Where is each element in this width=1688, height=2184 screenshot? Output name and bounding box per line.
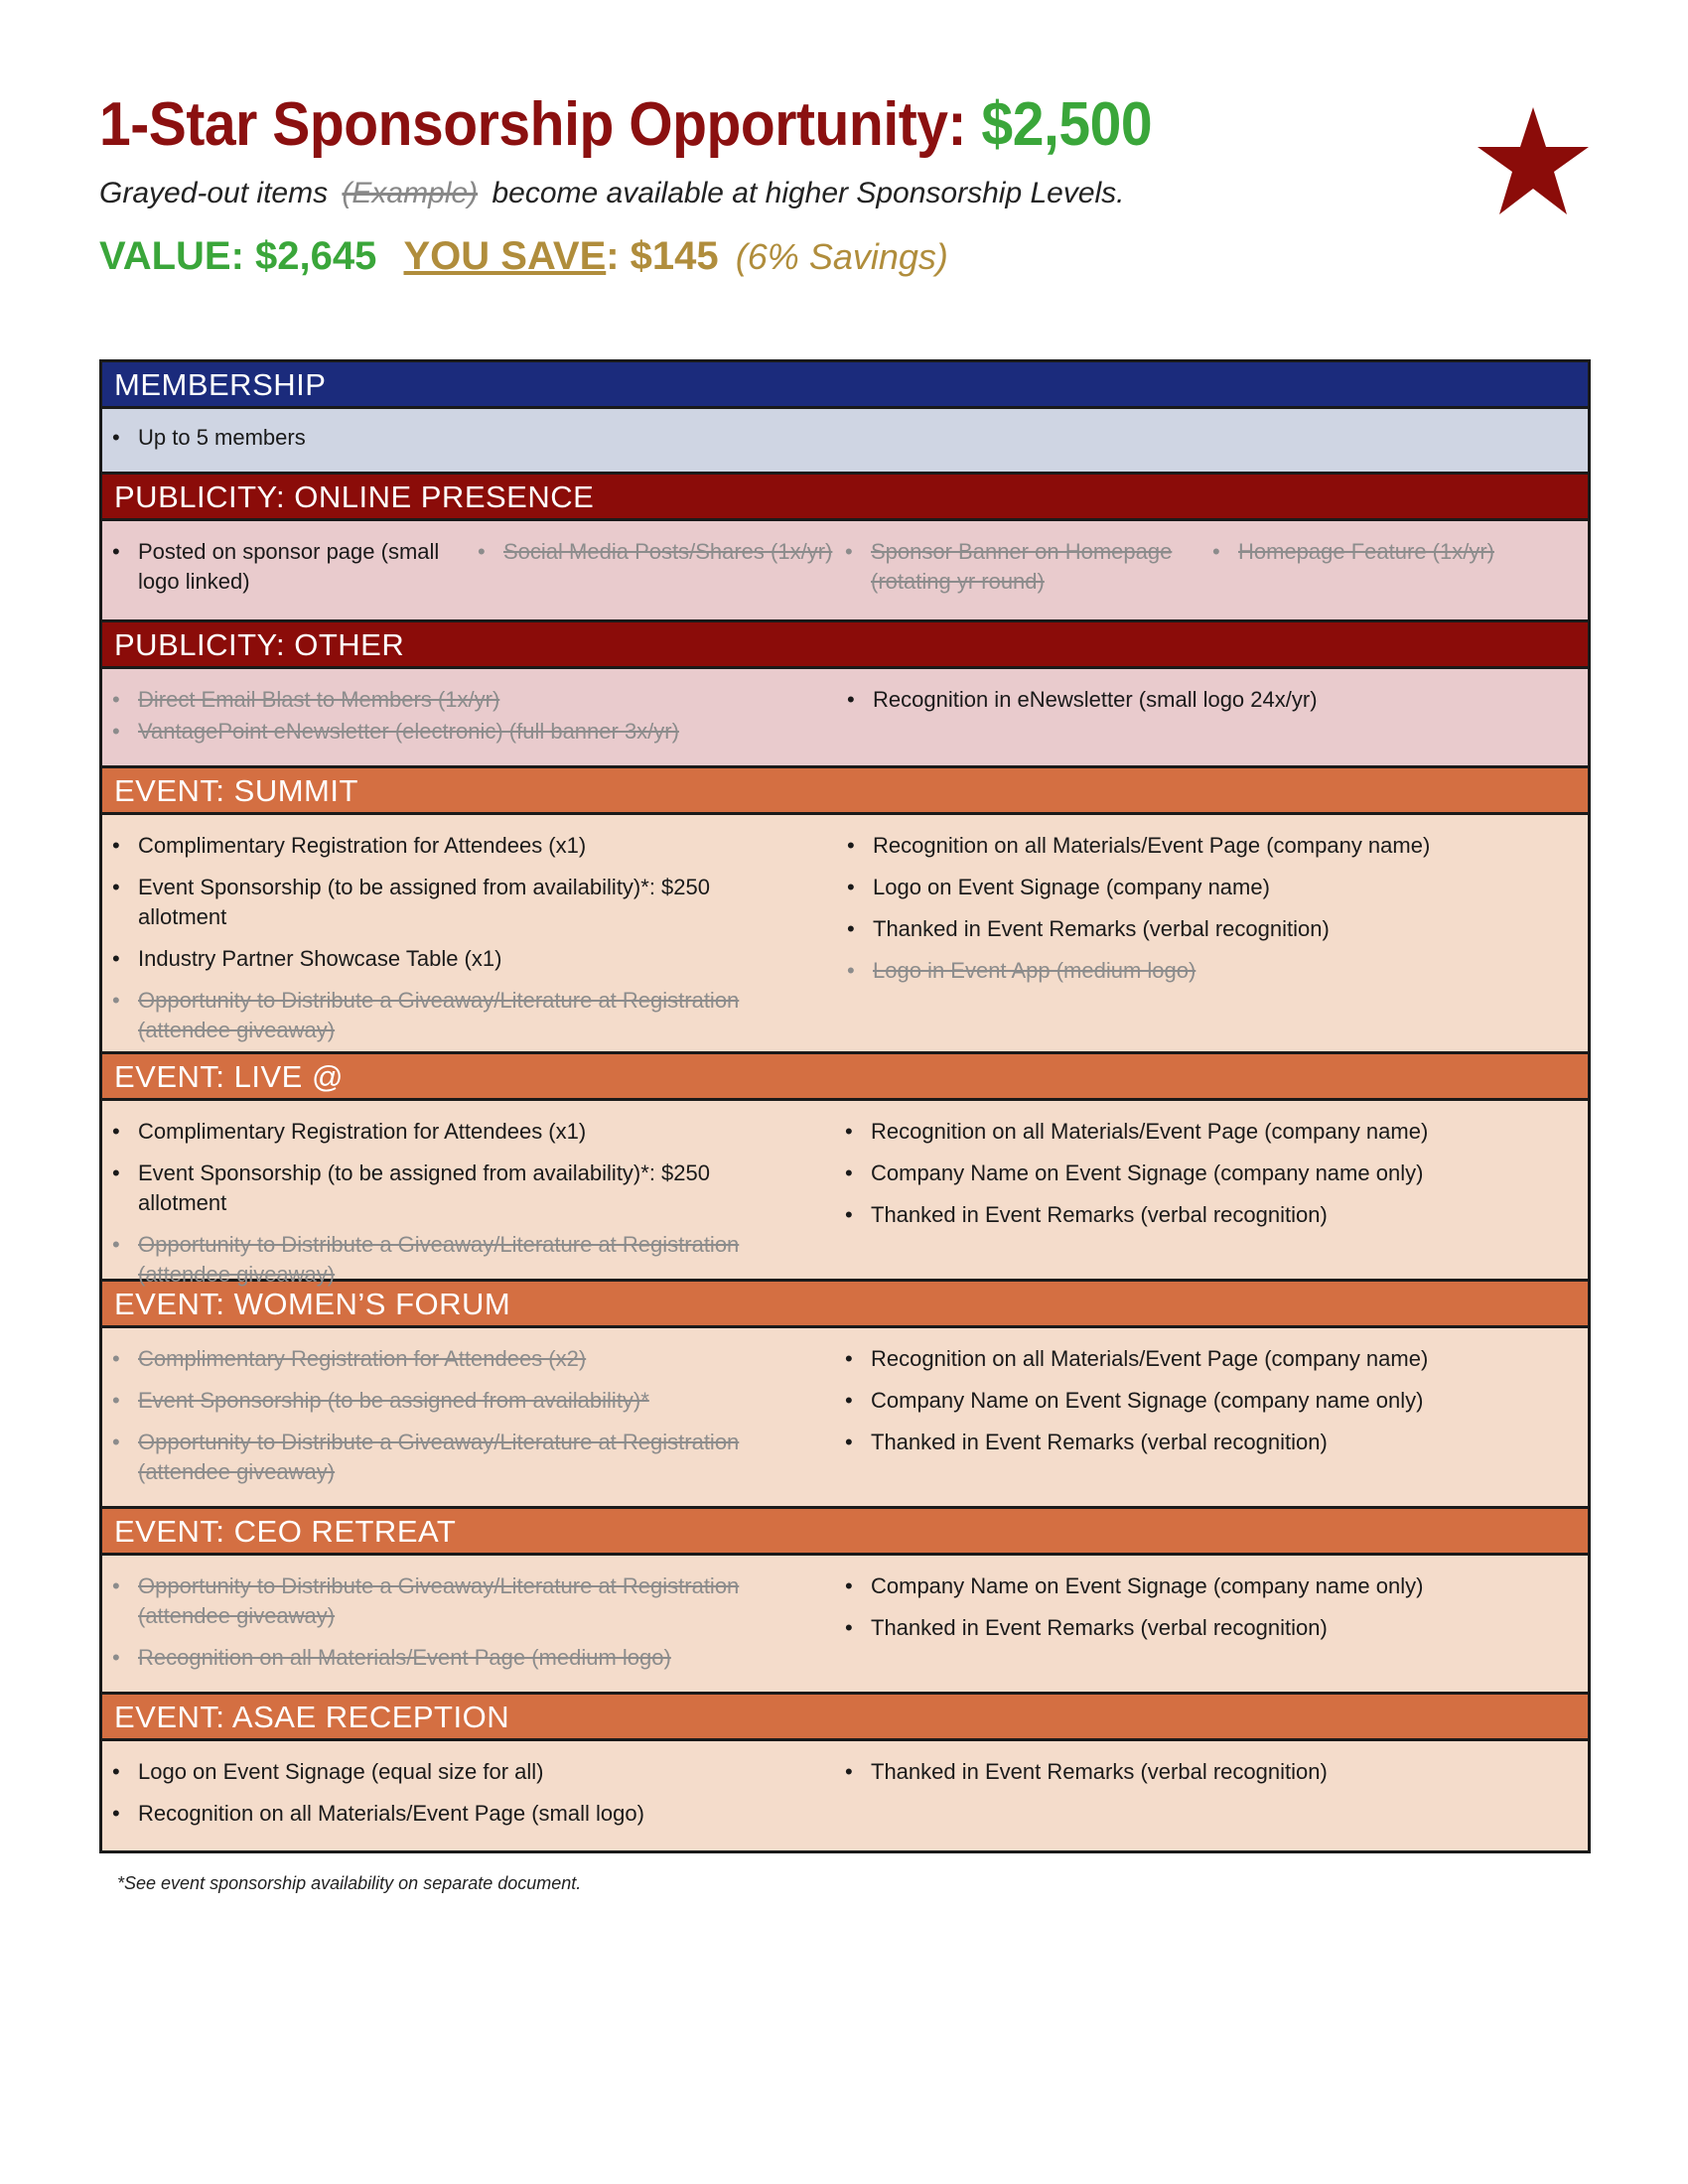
item-list [102, 1571, 795, 1673]
two-columns [102, 1571, 1588, 1685]
list-item: • Recognition on all Materials/Event Page (small logo) [102, 1799, 795, 1829]
footnote: *See event sponsorship availability on separate document. [117, 1873, 582, 1893]
item-list [835, 1571, 1582, 1643]
item-list [835, 1117, 1582, 1230]
title-main: 1-Star Sponsorship Opportunity: [99, 90, 982, 159]
list-item-unavailable: • Opportunity to Distribute a Giveaway/Literature at Registration (attendee giveaway) [102, 986, 797, 1045]
item-list [102, 685, 837, 747]
sponsorship-table [99, 359, 1591, 1853]
item-list [468, 537, 835, 567]
value-line [99, 234, 1589, 279]
list-item: • Thanked in Event Remarks (verbal recognition) [835, 1200, 1582, 1230]
list-item: • Up to 5 members [102, 423, 1588, 453]
list-item-unavailable: • Direct Email Blast to Members (1x/yr) [102, 685, 837, 715]
section-membership [102, 362, 1588, 475]
list-item-unavailable: • Recognition on all Materials/Event Page (medium logo) [102, 1643, 795, 1673]
section-title: MEMBERSHIP [102, 362, 1588, 409]
section-body [102, 1741, 1588, 1850]
four-columns [102, 537, 1588, 609]
list-item-unavailable: • VantagePoint eNewsletter (electronic) (full banner 3x/yr) [102, 717, 837, 747]
list-item: • Complimentary Registration for Attendees (x1) [102, 831, 797, 861]
two-columns [102, 1344, 1588, 1499]
item-list [837, 685, 1582, 715]
section-body [102, 1101, 1588, 1287]
page-header [99, 87, 1589, 279]
section-body [102, 815, 1588, 1054]
two-columns [102, 685, 1588, 749]
list-item: • Thanked in Event Remarks (verbal recognition) [835, 1613, 1582, 1643]
list-item: • Logo on Event Signage (company name) [837, 873, 1582, 902]
section-title: EVENT: SUMMIT [102, 768, 1588, 815]
item-list [102, 537, 468, 597]
item-list [1202, 537, 1580, 567]
list-item: • Industry Partner Showcase Table (x1) [102, 944, 797, 974]
section-title: EVENT: CEO RETREAT [102, 1509, 1588, 1556]
list-item: • Thanked in Event Remarks (verbal recognition) [835, 1428, 1582, 1457]
section-body [102, 669, 1588, 768]
list-item: • Complimentary Registration for Attendees (x1) [102, 1117, 795, 1147]
subtitle-before: Grayed-out items [99, 177, 337, 209]
item-list [102, 831, 797, 1045]
list-item-unavailable: • Sponsor Banner on Homepage (rotating yr round) [835, 537, 1202, 597]
list-item: • Thanked in Event Remarks (verbal recognition) [837, 914, 1582, 944]
list-item-unavailable: • Opportunity to Distribute a Giveaway/Literature at Registration (attendee giveaway) [102, 1571, 795, 1631]
subtitle-example: (Example) [342, 177, 479, 209]
item-list [102, 1117, 795, 1290]
subtitle [99, 177, 1589, 210]
list-item: • Recognition on all Materials/Event Page (company name) [837, 831, 1582, 861]
save-label: YOU SAVE [403, 234, 607, 278]
list-item: • Company Name on Event Signage (company name only) [835, 1571, 1582, 1601]
section-title: EVENT: LIVE @ [102, 1054, 1588, 1101]
section-title: PUBLICITY: OTHER [102, 622, 1588, 669]
list-item: • Thanked in Event Remarks (verbal recognition) [835, 1757, 1582, 1787]
list-item-unavailable: • Logo in Event App (medium logo) [837, 956, 1582, 986]
item-list [102, 1344, 795, 1487]
list-item: • Logo on Event Signage (equal size for all) [102, 1757, 795, 1787]
save-amount: : $145 [606, 234, 719, 278]
list-item-unavailable: • Social Media Posts/Shares (1x/yr) [468, 537, 835, 567]
list-item-unavailable: • Opportunity to Distribute a Giveaway/Literature at Registration (attendee giveaway) [102, 1230, 795, 1290]
section-body [102, 1328, 1588, 1509]
section-body [102, 409, 1588, 475]
value-text: VALUE: $2,645 [99, 234, 377, 278]
section-event-womens-forum [102, 1282, 1588, 1509]
two-columns [102, 831, 1588, 1057]
list-item-unavailable: • Complimentary Registration for Attendees (x2) [102, 1344, 795, 1374]
section-title: PUBLICITY: ONLINE PRESENCE [102, 475, 1588, 521]
section-event-summit [102, 768, 1588, 1054]
section-event-live [102, 1054, 1588, 1287]
section-event-ceo-retreat [102, 1509, 1588, 1695]
section-publicity-other [102, 622, 1588, 768]
you-save [404, 234, 719, 278]
item-list [837, 831, 1582, 986]
list-item: • Event Sponsorship (to be assigned from availability)*: $250 allotment [102, 1159, 795, 1218]
two-columns [102, 1117, 1588, 1301]
section-body [102, 1556, 1588, 1695]
subtitle-after: become available at higher Sponsorship Levels. [484, 177, 1125, 209]
item-list [102, 423, 1588, 453]
section-title: EVENT: WOMEN’S FORUM [102, 1282, 1588, 1328]
item-list [102, 1757, 795, 1829]
list-item: • Company Name on Event Signage (company name only) [835, 1386, 1582, 1416]
list-item: • Posted on sponsor page (small logo linked) [102, 537, 468, 597]
section-title: EVENT: ASAE RECEPTION [102, 1695, 1588, 1741]
list-item-unavailable: • Event Sponsorship (to be assigned from availability)* [102, 1386, 795, 1416]
list-item-unavailable: • Opportunity to Distribute a Giveaway/Literature at Registration (attendee giveaway) [102, 1428, 795, 1487]
section-body [102, 521, 1588, 622]
two-columns [102, 1757, 1588, 1841]
list-item: • Recognition on all Materials/Event Page (company name) [835, 1117, 1582, 1147]
section-event-asae-reception [102, 1695, 1588, 1850]
title-price: $2,500 [981, 90, 1153, 159]
savings-percent: (6% Savings) [735, 236, 948, 277]
item-list [835, 1757, 1582, 1787]
item-list [835, 537, 1202, 597]
list-item: • Company Name on Event Signage (company name only) [835, 1159, 1582, 1188]
section-online-presence [102, 475, 1588, 622]
list-item: • Recognition in eNewsletter (small logo 24x/yr) [837, 685, 1582, 715]
item-list [835, 1344, 1582, 1457]
list-item: • Recognition on all Materials/Event Page (company name) [835, 1344, 1582, 1374]
list-item: • Event Sponsorship (to be assigned from availability)*: $250 allotment [102, 873, 797, 932]
list-item-unavailable: • Homepage Feature (1x/yr) [1202, 537, 1580, 567]
star-icon [1477, 107, 1589, 214]
page-title [99, 87, 1470, 163]
